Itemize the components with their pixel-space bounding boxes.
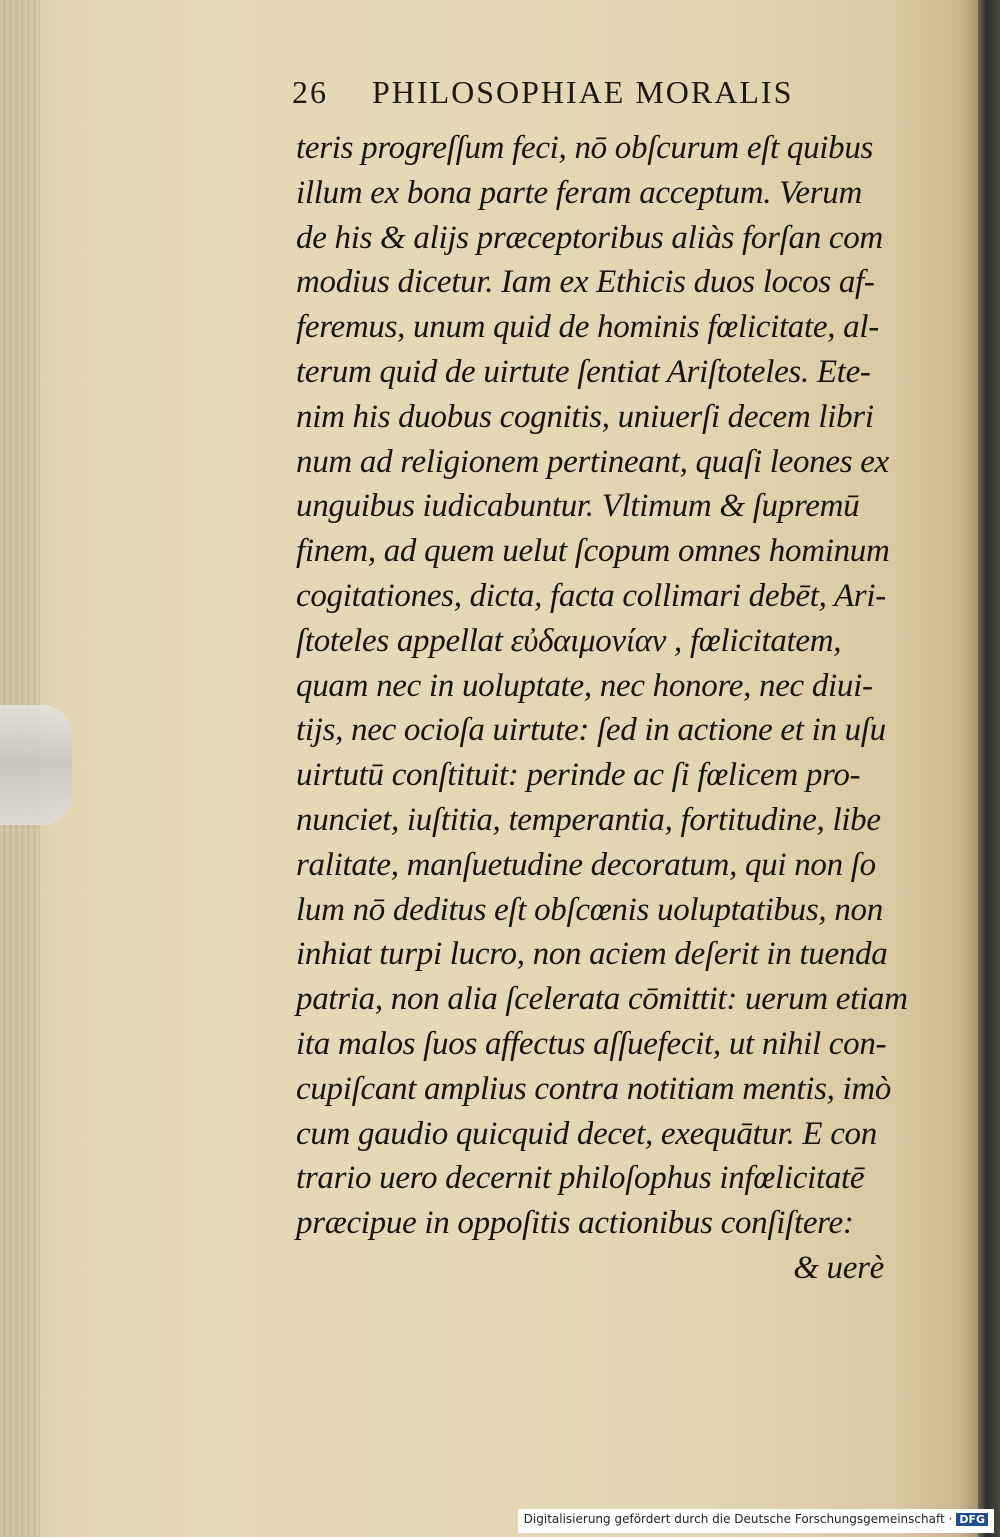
text-line: finem, ad quem uelut ſcopum omnes hominum bbox=[296, 533, 890, 570]
text-line: cum gaudio quicquid decet, exequātur. E con bbox=[296, 1115, 877, 1152]
text-line: uirtutū conſtituit: perinde ac ſi fœlicem pro- bbox=[296, 757, 861, 794]
text-line: ralitate, manſuetudine decoratum, qui non ſo bbox=[296, 846, 876, 883]
book-binding bbox=[978, 0, 1000, 1537]
text-line: ſtoteles appellat εὐδαιμονίαν , fœlicitatem, bbox=[296, 622, 842, 659]
text-line: nunciet, iuſtitia, temperantia, fortitudine, libe bbox=[296, 801, 881, 838]
text-line: feremus, unum quid de hominis fœlicitate, al- bbox=[296, 309, 879, 346]
text-line: cogitationes, dicta, facta collimari debēt, Ari- bbox=[296, 577, 886, 614]
text-line: ita malos ſuos affectus aſſuefecit, ut nihil con- bbox=[296, 1025, 887, 1062]
body-text bbox=[296, 126, 908, 1291]
text-line: num ad religionem pertineant, quaſi leones ex bbox=[296, 443, 889, 480]
text-line: teris progreſſum feci, nō obſcurum eſt quibus bbox=[296, 130, 874, 166]
text-line: cupiſcant amplius contra notitiam mentis, imò bbox=[296, 1070, 892, 1107]
text-line: patria, non alia ſcelerata cōmittit: uerum etiam bbox=[296, 981, 908, 1018]
text-line: lum nō deditus eſt obſcœnis uoluptatibus, non bbox=[296, 891, 883, 928]
text-line: nim his duobus cognitis, uniuerſi decem libri bbox=[296, 398, 874, 435]
text-line: tijs, nec ocioſa uirtute: ſed in actione et in uſu bbox=[296, 712, 886, 749]
catchword: & uerè bbox=[793, 1249, 884, 1286]
text-line: unguibus iudicabuntur. Vltimum & ſupremū bbox=[296, 488, 860, 525]
text-line: de his & alijs præceptoribus aliàs forſan com bbox=[296, 219, 883, 256]
book-clip bbox=[0, 705, 72, 825]
text-line: inhiat turpi lucro, non aciem deſerit in tuenda bbox=[296, 936, 888, 973]
credit-text: Digitalisierung gefördert durch die Deutsche Forschungsgemeinschaft · bbox=[523, 1512, 953, 1526]
text-line: terum quid de uirtute ſentiat Ariſtoteles. Ete- bbox=[296, 353, 871, 390]
text-line: modius dicetur. Iam ex Ethicis duos locos af- bbox=[296, 264, 875, 301]
text-line: quam nec in uoluptate, nec honore, nec diui- bbox=[296, 667, 873, 704]
page-number: 26 bbox=[292, 74, 328, 110]
digitization-credit bbox=[518, 1509, 994, 1533]
running-header bbox=[292, 74, 882, 120]
running-title: PHILOSOPHIAE MORALIS bbox=[372, 74, 794, 110]
text-line: trario uero decernit philoſophus infœlicitatē bbox=[296, 1160, 865, 1197]
text-line: præcipue in oppoſitis actionibus conſiſtere: bbox=[296, 1205, 854, 1242]
text-line: illum ex bona parte feram acceptum. Verum bbox=[296, 174, 862, 211]
dfg-logo: DFG bbox=[956, 1513, 988, 1526]
